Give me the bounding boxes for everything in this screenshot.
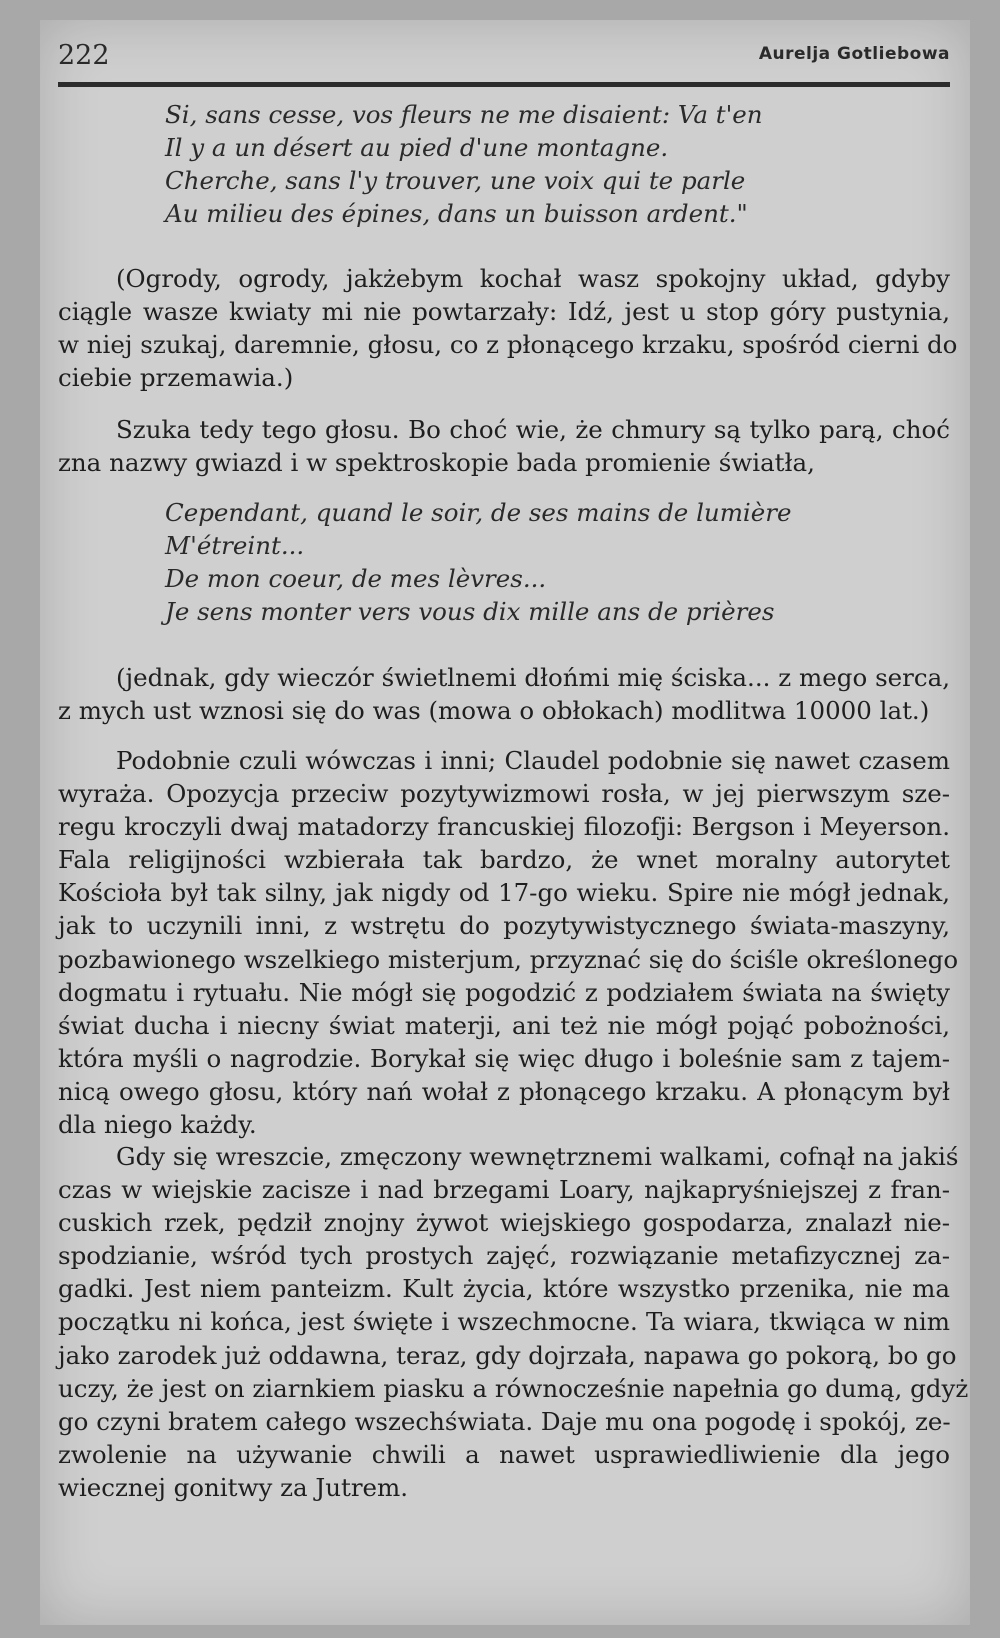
paragraph-4 xyxy=(58,744,959,1141)
text-line: jako zarodek już oddawna, teraz, gdy dojrzała, napawa go pokorą, bo go xyxy=(58,1340,957,1370)
text-line: czas w wiejskie zacisze i nad brzegami Loary, najkapryśniejszej z fran- xyxy=(58,1175,950,1205)
text-line: Podobnie czuli wówczas i inni; Claudel podobnie się nawet czasem xyxy=(116,746,950,775)
verse-line: Il y a un désert au pied d'une montagne. xyxy=(165,133,669,162)
text-line: cuskich rzek, pędził znojny żywot wiejskiego gospodarza, znalazł nie- xyxy=(58,1208,950,1238)
text-line: nicą owego głosu, który nań wołał z płonącego krzaku. A płonącym był xyxy=(58,1076,950,1106)
text-line: Fala religijności wzbierała tak bardzo, że wnet moralny autorytet xyxy=(58,845,950,875)
text-line: w niej szukaj, daremnie, głosu, co z płonącego krzaku, spośród cierni do xyxy=(58,330,958,360)
verse-line: M'étreint... xyxy=(165,531,305,560)
book-page xyxy=(40,20,970,1625)
page-header xyxy=(58,34,950,70)
text-line: która myśli o nagrodzie. Borykał się więc długo i boleśnie sam z tajem- xyxy=(58,1043,950,1073)
text-line: (Ogrody, ogrody, jakżebym kochał wasz spokojny układ, gdyby xyxy=(116,264,950,293)
text-line: go czyni bratem całego wszechświata. Daje mu ona pogodę i spokój, ze- xyxy=(58,1406,951,1436)
verse-line: De mon coeur, de mes lèvres... xyxy=(165,564,547,593)
text-line: zna nazwy gwiazd i w spektroskopie bada promienie światła, xyxy=(58,448,815,478)
text-line: z mych ust wznosi się do was (mowa o obłokach) modlitwa 10000 lat.) xyxy=(58,696,930,726)
text-line: ciebie przemawia.) xyxy=(58,363,294,393)
text-line: spodzianie, wśród tych prostych zajęć, rozwiązanie metafizycznej za- xyxy=(58,1241,950,1271)
text-line: świat ducha i niecny świat materji, ani też nie mógł pojąć pobożności, xyxy=(58,1010,950,1040)
running-head: Aurelja Gotliebowa xyxy=(758,44,950,64)
page-number: 222 xyxy=(58,40,110,71)
paragraph-translation-1 xyxy=(58,262,958,394)
text-line: gadki. Jest niem panteizm. Kult życia, które wszystko przenika, nie ma xyxy=(58,1274,950,1304)
verse-line: Si, sans cesse, vos fleurs ne me disaient: Va t'en xyxy=(165,100,763,129)
paragraph-2 xyxy=(58,413,950,479)
text-line: jak to uczynili inni, z wstrętu do pozytywistycznego świata-maszyny, xyxy=(58,911,950,941)
text-line: wyraża. Opozycja przeciw pozytywizmowi rosła, w jej pierwszym sze- xyxy=(58,779,950,809)
text-line: regu kroczyli dwaj matadorzy francuskiej filozofji: Bergson i Meyerson. xyxy=(58,812,950,842)
text-line: ciągle wasze kwiaty mi nie powtarzały: Idź, jest u stop góry pustynia, xyxy=(58,297,950,327)
text-line: uczy, że jest on ziarnkiem piasku a równocześnie napełnia go dumą, gdyż xyxy=(58,1373,969,1403)
paragraph-5 xyxy=(58,1140,969,1504)
verse-line: Au milieu des épines, dans un buisson ardent." xyxy=(165,199,748,228)
header-rule xyxy=(58,82,950,87)
verse-stanza-2 xyxy=(165,496,791,628)
text-line: zwolenie na używanie chwili a nawet usprawiedliwienie dla jego xyxy=(58,1439,950,1469)
text-line: (jednak, gdy wieczór świetlnemi dłońmi mię ściska... z mego serca, xyxy=(116,663,950,692)
text-line: Kościoła był tak silny, jak nigdy od 17-go wieku. Spire nie mógł jednak, xyxy=(58,878,950,908)
text-line: początku ni końca, jest święte i wszechmocne. Ta wiara, tkwiąca w nim xyxy=(58,1307,950,1337)
text-line: dla niego każdy. xyxy=(58,1110,257,1140)
text-line: Szuka tedy tego głosu. Bo choć wie, że chmury są tylko parą, choć xyxy=(116,415,950,444)
verse-stanza-1 xyxy=(165,98,763,230)
text-line: Gdy się wreszcie, zmęczony wewnętrznemi walkami, cofnął na jakiś xyxy=(116,1142,959,1171)
verse-line: Cependant, quand le soir, de ses mains de lumière xyxy=(165,498,792,527)
paragraph-translation-2 xyxy=(58,661,950,727)
text-line: pozbawionego wszelkiego misterjum, przyznać się do ściśle określonego xyxy=(58,944,959,974)
text-line: wiecznej gonitwy za Jutrem. xyxy=(58,1472,409,1502)
verse-line: Je sens monter vers vous dix mille ans de prières xyxy=(165,597,775,626)
text-line: dogmatu i rytuału. Nie mógł się pogodzić z podziałem świata na święty xyxy=(58,977,950,1007)
verse-line: Cherche, sans l'y trouver, une voix qui te parle xyxy=(165,166,746,195)
